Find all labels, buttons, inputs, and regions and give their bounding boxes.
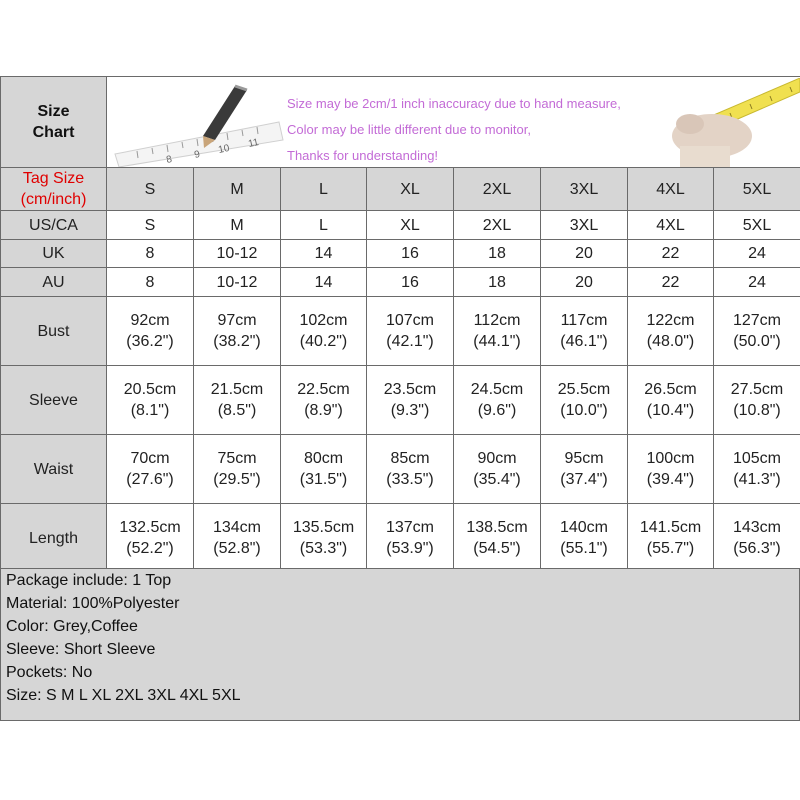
cm-value: 95cm <box>564 450 604 467</box>
size-cell: 5XL <box>714 211 800 240</box>
size-cell: 22 <box>628 240 714 268</box>
cm-value: 92cm <box>130 312 170 329</box>
inch-value: (56.3") <box>733 540 781 557</box>
measurement-cell <box>281 435 367 504</box>
cm-value: 26.5cm <box>644 381 697 398</box>
cm-value: 105cm <box>732 450 782 467</box>
cm-value: 100cm <box>646 450 695 467</box>
size-cell: 24 <box>714 240 800 268</box>
size-cell: 22 <box>628 268 714 297</box>
measurement-cell <box>107 435 194 504</box>
inch-value: (55.7") <box>646 540 695 557</box>
inch-value: (9.6") <box>477 402 517 419</box>
tag-size-label: Tag Size (cm/inch) <box>1 168 107 211</box>
inch-value: (37.4") <box>560 471 608 488</box>
info-color: Color: Grey,Coffee <box>6 618 138 635</box>
row-label: UK <box>1 240 107 268</box>
measurement-cell <box>194 504 281 573</box>
size-cell: 18 <box>454 268 541 297</box>
size-row <box>1 168 800 211</box>
note-line: Size may be 2cm/1 inch inaccuracy due to hand measure, <box>287 95 621 111</box>
size-cell: XL <box>367 168 454 211</box>
inch-value: (54.5") <box>473 540 521 557</box>
cm-value: 21.5cm <box>210 381 264 398</box>
inch-value: (41.3") <box>733 471 781 488</box>
measurement-cell <box>628 435 714 504</box>
info-material: Material: 100%Polyester <box>6 595 180 612</box>
size-cell: 16 <box>367 240 454 268</box>
inch-value: (10.0") <box>560 402 608 419</box>
note-line: Color may be little different due to monitor, <box>287 121 531 137</box>
inch-value: (40.2") <box>299 333 348 350</box>
measurement-cell <box>107 366 194 435</box>
size-cell: M <box>194 211 281 240</box>
title-line-2: Chart <box>32 124 75 141</box>
measurement-row <box>1 504 800 573</box>
size-row <box>1 268 800 297</box>
measurement-label: Bust <box>1 297 107 366</box>
ruler-number-10: 10 <box>217 142 231 156</box>
cm-value: 143cm <box>732 519 782 536</box>
inch-value: (10.4") <box>646 402 695 419</box>
size-cell: 24 <box>714 268 800 297</box>
measurement-cell <box>107 504 194 573</box>
cm-value: 85cm <box>390 450 430 467</box>
cm-value: 137cm <box>385 519 435 536</box>
measurement-cell <box>194 297 281 366</box>
cm-value: 138.5cm <box>466 519 528 536</box>
size-cell: 2XL <box>454 211 541 240</box>
size-cell: 14 <box>281 268 367 297</box>
cm-value: 132.5cm <box>119 519 181 536</box>
size-cell: XL <box>367 211 454 240</box>
cm-value: 97cm <box>217 312 257 329</box>
note-line: Thanks for understanding! <box>287 147 439 163</box>
measurement-label: Length <box>1 504 107 573</box>
cm-value: 27.5cm <box>730 381 784 398</box>
measurement-cell <box>541 297 628 366</box>
size-cell: S <box>107 168 194 211</box>
measurement-cell <box>454 435 541 504</box>
measurement-cell <box>281 366 367 435</box>
inch-value: (27.6") <box>126 471 174 488</box>
cm-value: 80cm <box>303 450 344 467</box>
measurement-cell <box>367 435 454 504</box>
measurement-row <box>1 435 800 504</box>
measurement-cell <box>541 504 628 573</box>
measurement-cell <box>281 504 367 573</box>
size-cell: 5XL <box>714 168 800 211</box>
cm-value: 22.5cm <box>297 381 350 398</box>
inch-value: (52.8") <box>213 540 261 557</box>
size-chart-title <box>1 77 107 168</box>
measurement-cell <box>541 435 628 504</box>
size-cell: 4XL <box>628 168 714 211</box>
ruler-number-9: 9 <box>193 148 202 161</box>
title-line-1: Size <box>37 103 70 120</box>
cm-value: 127cm <box>732 312 782 329</box>
info-sizes: Size: S M L XL 2XL 3XL 4XL 5XL <box>6 687 241 704</box>
size-cell: S <box>107 211 194 240</box>
measurement-cell <box>367 366 454 435</box>
ruler-number-11: 11 <box>247 136 260 150</box>
inch-value: (53.3") <box>299 540 348 557</box>
product-info-panel <box>0 568 800 721</box>
cm-value: 112cm <box>473 312 521 329</box>
measurement-cell <box>454 297 541 366</box>
measurement-cell <box>367 504 454 573</box>
inch-value: (55.1") <box>560 540 608 557</box>
inch-value: (33.5") <box>386 471 434 488</box>
size-cell: L <box>281 211 367 240</box>
cm-value: 23.5cm <box>383 381 437 398</box>
measurement-notes <box>287 91 621 167</box>
inch-value: (10.8") <box>733 402 781 419</box>
measurement-cell <box>541 366 628 435</box>
inch-value: (38.2") <box>213 333 261 350</box>
size-cell: 4XL <box>628 211 714 240</box>
measurement-cell <box>454 504 541 573</box>
size-cell: 8 <box>107 240 194 268</box>
measurement-cell <box>714 504 800 573</box>
measurement-label: Sleeve <box>1 366 107 435</box>
inch-value: (39.4") <box>646 471 695 488</box>
inch-value: (31.5") <box>299 471 348 488</box>
info-sleeve: Sleeve: Short Sleeve <box>6 641 156 658</box>
size-cell: 8 <box>107 268 194 297</box>
inch-value: (52.2") <box>126 540 174 557</box>
measurement-cell <box>714 435 800 504</box>
inch-value: (35.4") <box>473 471 521 488</box>
inch-value: (29.5") <box>213 471 261 488</box>
measurement-cell <box>628 297 714 366</box>
row-label: US/CA <box>1 211 107 240</box>
measurement-row <box>1 297 800 366</box>
size-cell: 3XL <box>541 168 628 211</box>
pen-ruler-illustration <box>107 78 287 167</box>
measurement-cell <box>714 297 800 366</box>
measurement-label: Waist <box>1 435 107 504</box>
inch-value: (8.1") <box>130 402 170 419</box>
size-cell: L <box>281 168 367 211</box>
cm-value: 70cm <box>130 450 170 467</box>
size-cell: M <box>194 168 281 211</box>
cm-value: 25.5cm <box>557 381 611 398</box>
measurement-cell <box>194 366 281 435</box>
size-cell: 16 <box>367 268 454 297</box>
info-pockets: Pockets: No <box>6 664 93 681</box>
inch-value: (8.9") <box>304 402 343 419</box>
size-row <box>1 240 800 268</box>
measurement-cell <box>194 435 281 504</box>
cm-value: 135.5cm <box>292 519 355 536</box>
inch-value: (8.5") <box>217 402 257 419</box>
measurement-cell <box>281 297 367 366</box>
size-cell: 2XL <box>454 168 541 211</box>
inch-value: (42.1") <box>386 333 434 350</box>
inch-value: (50.0") <box>733 333 781 350</box>
cm-value: 75cm <box>217 450 257 467</box>
inch-value: (53.9") <box>386 540 434 557</box>
banner <box>107 78 800 167</box>
measurement-cell <box>454 366 541 435</box>
size-cell: 10-12 <box>194 240 281 268</box>
row-label: AU <box>1 268 107 297</box>
cm-value: 20.5cm <box>123 381 177 398</box>
size-cell: 20 <box>541 268 628 297</box>
size-cell: 20 <box>541 240 628 268</box>
inch-value: (48.0") <box>646 333 695 350</box>
size-cell: 18 <box>454 240 541 268</box>
measurement-cell <box>628 504 714 573</box>
inch-value: (36.2") <box>126 333 174 350</box>
size-chart-table <box>0 76 800 573</box>
cm-value: 122cm <box>646 312 695 329</box>
size-cell: 10-12 <box>194 268 281 297</box>
cm-value: 140cm <box>559 519 609 536</box>
cm-value: 107cm <box>385 312 435 329</box>
banner-cell <box>107 77 800 168</box>
ruler-number-8: 8 <box>165 153 174 166</box>
size-cell: 3XL <box>541 211 628 240</box>
cm-value: 141.5cm <box>639 519 702 536</box>
cm-value: 134cm <box>212 519 262 536</box>
cm-value: 117cm <box>560 312 608 329</box>
size-row <box>1 211 800 240</box>
size-cell: 14 <box>281 240 367 268</box>
cm-value: 90cm <box>477 450 517 467</box>
header-row <box>1 77 800 168</box>
cm-value: 102cm <box>299 312 348 329</box>
tape-measure-illustration <box>640 78 800 167</box>
measurement-cell <box>628 366 714 435</box>
measurement-cell <box>367 297 454 366</box>
measurement-cell <box>714 366 800 435</box>
measurement-row <box>1 366 800 435</box>
info-package: Package include: 1 Top <box>6 572 172 589</box>
inch-value: (44.1") <box>473 333 521 350</box>
inch-value: (46.1") <box>560 333 608 350</box>
measurement-cell <box>107 297 194 366</box>
cm-value: 24.5cm <box>470 381 524 398</box>
inch-value: (9.3") <box>390 402 430 419</box>
